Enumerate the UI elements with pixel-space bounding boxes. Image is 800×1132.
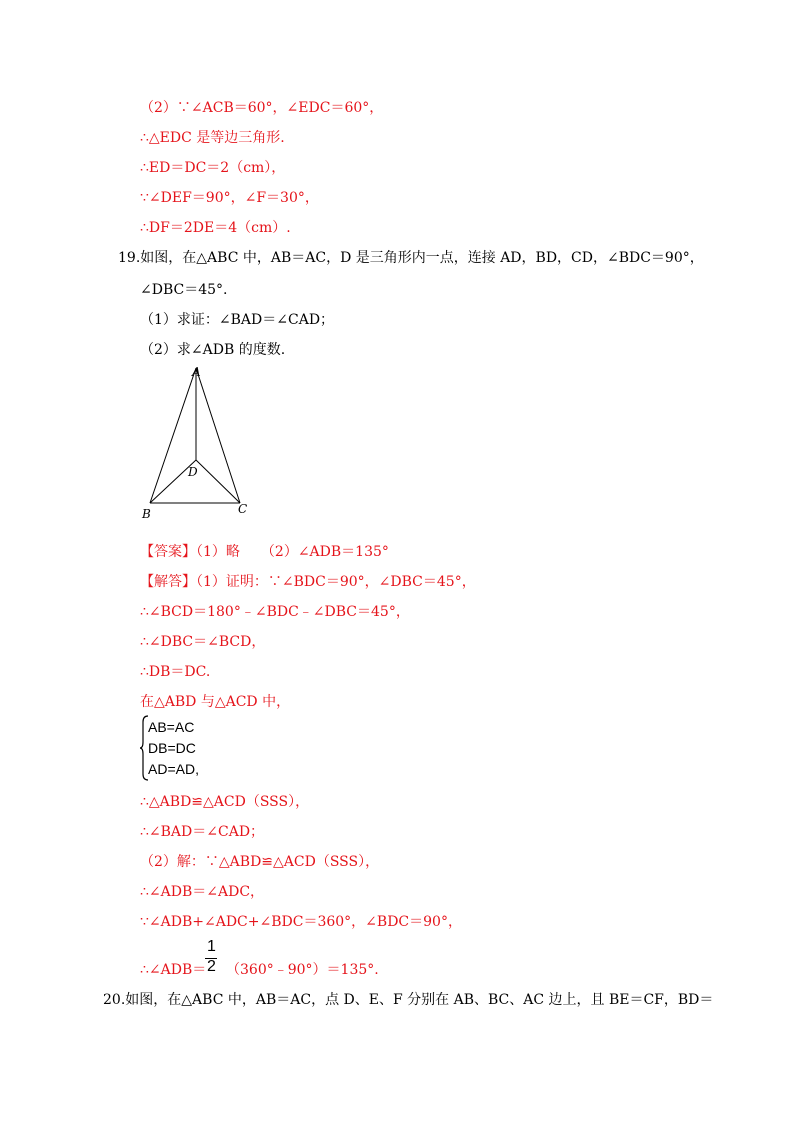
label-b: B xyxy=(142,507,151,521)
solution-line6: ∴△ABD≌△ACD（SSS）， xyxy=(140,794,310,810)
solution-line8: （2）解：∵△ABD≌△ACD（SSS）， xyxy=(140,854,380,870)
answer-line: 【答案】（1）略 （2）∠ADB＝135° xyxy=(140,544,389,560)
solution-line2: ∴∠BCD＝180°﹣∠BDC﹣∠DBC＝45°， xyxy=(140,604,410,620)
line-part2-given: （2）∵∠ACB＝60°，∠EDC＝60°， xyxy=(140,100,384,116)
question-20-line1: 20.如图，在△ABC 中，AB＝AC，点 D、E、F 分别在 AB、BC、AC 边上，且 BE＝CF，BD＝ xyxy=(103,992,714,1008)
question-19-line2: ∠DBC＝45°. xyxy=(140,282,228,298)
system-row-1: AB=AC xyxy=(148,719,195,735)
question-19-line1: 19.如图，在△ABC 中，AB＝AC，D 是三角形内一点，连接 AD，BD，CD，∠BDC＝90°， xyxy=(118,250,704,266)
line-ed-dc: ∴ED＝DC＝2（cm）， xyxy=(140,160,286,176)
solution-line11-prefix: ∴∠ADB＝ xyxy=(140,962,207,978)
triangle-diagram xyxy=(138,360,258,525)
solution-line7: ∴∠BAD＝∠CAD； xyxy=(140,824,265,840)
solution-line4: ∴DB＝DC. xyxy=(140,664,211,680)
fraction-denominator: 2 xyxy=(207,958,216,975)
line-equilateral: ∴△EDC 是等边三角形. xyxy=(140,130,285,146)
question-19-part2: （2）求∠ADB 的度数. xyxy=(140,342,286,358)
system-row-2: DB=DC xyxy=(148,740,196,756)
fraction-numerator: 1 xyxy=(207,938,216,955)
solution-line11-suffix: （360°﹣90°）＝135°. xyxy=(226,962,379,978)
solution-line10: ∵∠ADB+∠ADC+∠BDC＝360°，∠BDC＝90°， xyxy=(140,914,462,930)
label-c: C xyxy=(238,502,248,516)
equation-system xyxy=(140,715,260,781)
line-df: ∴DF＝2DE＝4（cm）. xyxy=(140,220,291,236)
fraction-one-half xyxy=(203,938,221,978)
solution-line5: 在△ABD 与△ACD 中， xyxy=(140,694,291,710)
label-d: D xyxy=(188,465,198,479)
label-a: A xyxy=(192,365,201,379)
line-def-angles: ∵∠DEF＝90°，∠F＝30°， xyxy=(140,190,319,206)
system-row-3: AD=AD, xyxy=(148,761,199,777)
solution-line3: ∴∠DBC＝∠BCD， xyxy=(140,634,266,650)
solution-line9: ∴∠ADB＝∠ADC， xyxy=(140,884,265,900)
solution-line1: 【解答】（1）证明：∵∠BDC＝90°，∠DBC＝45°， xyxy=(140,574,476,590)
question-19-part1: （1）求证：∠BAD＝∠CAD； xyxy=(140,312,335,328)
